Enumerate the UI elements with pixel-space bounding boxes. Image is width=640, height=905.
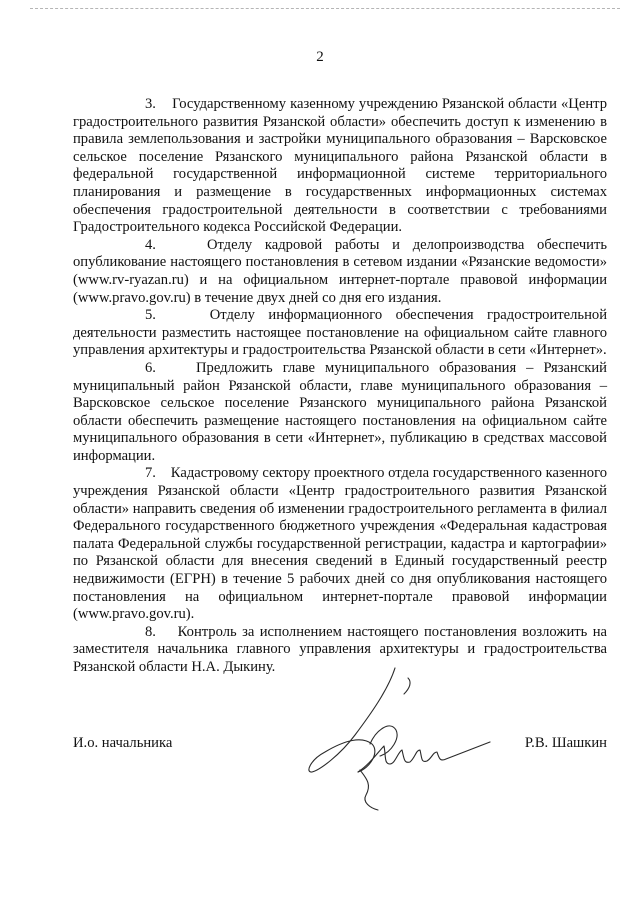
page-number: 2 xyxy=(316,49,324,65)
document-body xyxy=(73,96,607,677)
handwritten-signature xyxy=(300,660,495,815)
paragraph-text: Отделу информационного обеспечения градостроительной деятельности разместить настоящее постановление на официальном сайте главного управления архитектуры и градостроительства Рязанской области в сети «Интернет». xyxy=(73,307,607,359)
signer-name: Р.В. Шашкин xyxy=(524,735,607,751)
paragraph-number: 8. xyxy=(145,623,156,640)
paragraph-text: Кадастровому сектору проектного отдела государственного казенного учреждения Рязанской области «Центр градостроительного развития Рязанской области» направить сведения об изменении градостроительного регламента в филиал Федерального государственного бюджетного учреждения «Федеральная кадастровая палата Федеральной службы государственной регистрации, кадастра и картографии» по Рязанской области для внесения сведений в Единый государственный реестр недвижимости (ЕГРН) в течение 5 рабочих дней со дня опубликования настоящего постановления на официальном интернет-портале правовой информации (www.pravo.gov.ru). xyxy=(73,465,608,623)
signer-position: И.о. начальника xyxy=(73,735,173,751)
paragraph-4 xyxy=(73,237,607,307)
paragraph-5 xyxy=(73,307,607,360)
paragraph-text: Контроль за исполнением настоящего постановления возложить на заместителя начальника главного управления архитектуры и градостроительства Рязанской области Н.А. Дыкину. xyxy=(73,623,607,675)
paragraph-number: 4. xyxy=(145,236,156,253)
paragraph-6 xyxy=(73,360,607,466)
paragraph-text: Предложить главе муниципального образования – Рязанский муниципальный район Рязанской области, главе муниципального образования – Варсковское сельское поселение Рязанского муниципального района Рязанской области обеспечить размещение настоящего постановления на официальном сайте муниципального образования в сети «Интернет», публикацию в средствах массовой информации. xyxy=(73,359,607,464)
paragraph-7 xyxy=(73,465,607,623)
paragraph-number: 3. xyxy=(145,96,156,112)
paragraph-text: Государственному казенному учреждению Рязанской области «Центр градостроительного развития Рязанской области» обеспечить доступ к изменению в правила землепользования и застройки муниципального образования – Варсковское сельское поселение Рязанского муниципального района Рязанской области в федеральной государственной информационной системе территориального планирования и размещение в государственных информационных системах обеспечения градостроительной деятельности в соответствии с требованиями Градостроительного кодекса Российской Федерации. xyxy=(73,96,607,236)
scan-edge-line xyxy=(30,8,620,9)
paragraph-3 xyxy=(73,96,607,237)
paragraph-number: 5. xyxy=(145,307,156,324)
paragraph-text: Отделу кадровой работы и делопроизводства обеспечить опубликование настоящего постановления в сетевом издании «Рязанские ведомости» (www.rv-ryazan.ru) и на официальном интернет-портале правовой информации (www.pravo.gov.ru) в течение двух дней со дня его издания. xyxy=(73,236,608,306)
paragraph-number: 6. xyxy=(145,359,156,376)
paragraph-number: 7. xyxy=(145,465,156,482)
